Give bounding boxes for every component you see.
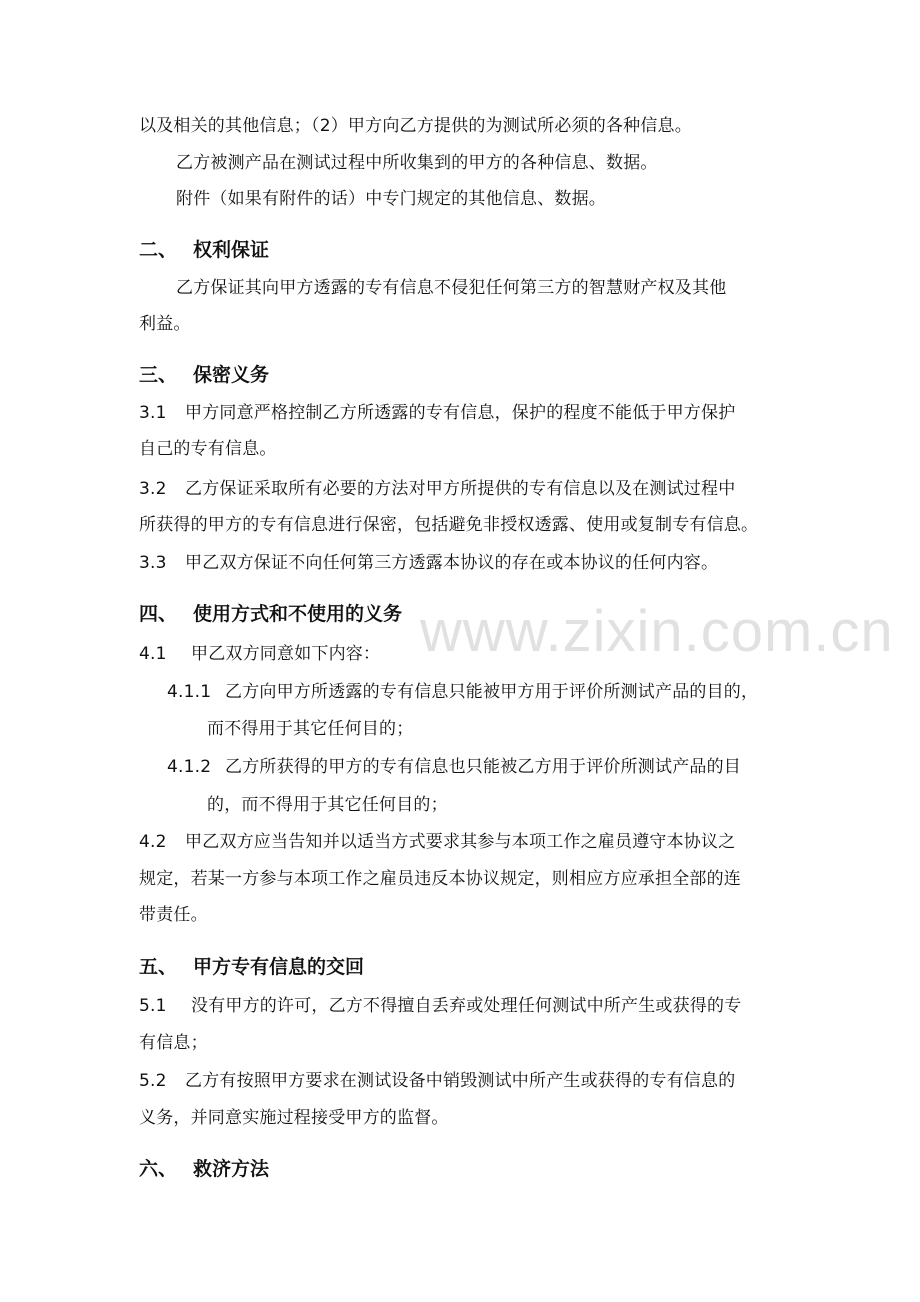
clause-text: 甲方同意严格控制乙方所透露的专有信息，保护的程度不能低于甲方保护 (185, 403, 736, 423)
clause-number: 4.2 (139, 832, 167, 852)
subclause-number: 4.1.1 (167, 682, 212, 702)
section-number: 四、 (139, 603, 178, 625)
clause-text: 甲乙双方应当告知并以适当方式要求其参与本项工作之雇员遵守本协议之 (185, 832, 736, 852)
paragraph-line: 乙方被测产品在测试过程中所收集到的甲方的各种信息、数据。 (176, 153, 658, 173)
paragraph-line: 规定，若某一方参与本项工作之雇员违反本协议规定，则相应方应承担全部的连 (139, 869, 741, 889)
paragraph-line: 乙方保证其向甲方透露的专有信息不侵犯任何第三方的智慧财产权及其他 (176, 278, 727, 298)
subclause-number: 4.1.2 (167, 757, 212, 777)
section-title: 甲方专有信息的交回 (193, 956, 365, 978)
section-number: 二、 (139, 239, 178, 261)
clause-text: 乙方有按照甲方要求在测试设备中销毁测试中所产生或获得的专有信息的 (185, 1071, 736, 1091)
section-heading-3 (139, 362, 269, 388)
subclause-line (167, 680, 817, 704)
clause-number: 4.1 (139, 644, 167, 664)
section-heading-2 (139, 237, 269, 263)
clause-line (139, 1069, 789, 1093)
clause-number: 5.2 (139, 1071, 167, 1091)
paragraph-line: 的，而不得用于其它任何目的； (207, 795, 448, 815)
section-heading-4 (139, 601, 402, 627)
paragraph-line: 以及相关的其他信息；（2）甲方向乙方提供的为测试所必须的各种信息。 (139, 116, 692, 136)
section-number: 三、 (139, 364, 178, 386)
paragraph-line: 所获得的甲方的专有信息进行保密，包括避免非授权透露、使用或复制专有信息。 (139, 515, 759, 535)
clause-line (139, 477, 789, 501)
clause-number: 5.1 (139, 996, 167, 1016)
section-title: 保密义务 (193, 364, 270, 386)
clause-number: 3.1 (139, 403, 167, 423)
section-heading-5 (139, 954, 364, 980)
paragraph-line: 附件（如果有附件的话）中专门规定的其他信息、数据。 (176, 189, 606, 209)
paragraph-line: 利益。 (139, 314, 191, 334)
section-title: 权利保证 (193, 239, 270, 261)
section-title: 使用方式和不使用的义务 (193, 603, 403, 625)
subclause-text: 乙方所获得的甲方的专有信息也只能被乙方用于评价所测试产品的目 (225, 757, 741, 777)
section-heading-6 (139, 1156, 269, 1182)
clause-text: 甲乙双方保证不向任何第三方透露本协议的存在或本协议的任何内容。 (185, 553, 719, 573)
paragraph-line: 而不得用于其它任何目的； (207, 719, 414, 739)
section-number: 五、 (139, 956, 178, 978)
subclause-text: 乙方向甲方所透露的专有信息只能被甲方用于评价所测试产品的目的， (225, 682, 759, 702)
clause-number: 3.2 (139, 479, 167, 499)
section-number: 六、 (139, 1158, 178, 1180)
paragraph-line: 义务，并同意实施过程接受甲方的监督。 (139, 1108, 449, 1128)
clause-text: 乙方保证采取所有必要的方法对甲方所提供的专有信息以及在测试过程中 (185, 479, 736, 499)
clause-text: 甲乙双方同意如下内容： (191, 644, 381, 664)
watermark: www.zixin.com.cn (420, 599, 894, 664)
clause-text: 没有甲方的许可，乙方不得擅自丢弃或处理任何测试中所产生或获得的专 (191, 996, 742, 1016)
clause-number: 3.3 (139, 553, 167, 573)
section-title: 救济方法 (193, 1158, 270, 1180)
paragraph-line: 自己的专有信息。 (139, 439, 277, 459)
paragraph-line: 带责任。 (139, 905, 208, 925)
clause-line (139, 830, 789, 854)
subclause-line (167, 755, 817, 779)
clause-line (139, 401, 789, 425)
paragraph-line: 有信息； (139, 1033, 208, 1053)
clause-line (139, 642, 789, 666)
clause-line (139, 994, 789, 1018)
clause-line (139, 551, 789, 575)
